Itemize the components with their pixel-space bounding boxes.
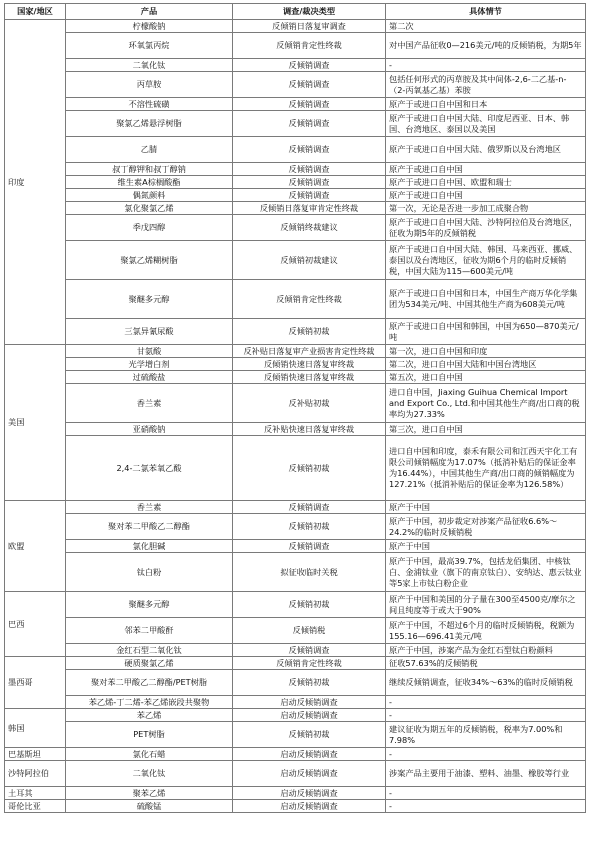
investigation-type-cell: 反倾销快速日落复审终裁 bbox=[233, 371, 386, 384]
table-row bbox=[5, 761, 586, 787]
product-cell: 柠檬酸钠 bbox=[66, 20, 233, 33]
table-body bbox=[5, 20, 586, 813]
product-cell: 乙腈 bbox=[66, 137, 233, 163]
product-cell: 硫酸锰 bbox=[66, 800, 233, 813]
investigation-type-cell: 反倾销调查 bbox=[233, 644, 386, 657]
product-cell: 聚醚多元醇 bbox=[66, 280, 233, 319]
investigation-type-cell: 反倾销肯定性终裁 bbox=[233, 657, 386, 670]
table-row bbox=[5, 319, 586, 345]
product-cell: 聚对苯二甲酸乙二醇酯/PET树脂 bbox=[66, 670, 233, 696]
country-cell: 沙特阿拉伯 bbox=[5, 761, 66, 787]
investigation-type-cell: 反倾销调查 bbox=[233, 189, 386, 202]
product-cell: 氯化聚氯乙烯 bbox=[66, 202, 233, 215]
table-row bbox=[5, 98, 586, 111]
table-row bbox=[5, 72, 586, 98]
table-row bbox=[5, 59, 586, 72]
investigation-type-cell: 启动反倾销调查 bbox=[233, 800, 386, 813]
table-row bbox=[5, 189, 586, 202]
product-cell: PET树脂 bbox=[66, 722, 233, 748]
table-row bbox=[5, 670, 586, 696]
table-row bbox=[5, 423, 586, 436]
investigation-type-cell: 反倾销快速日落复审终裁 bbox=[233, 358, 386, 371]
investigation-type-cell: 反倾销初裁 bbox=[233, 436, 386, 501]
table-row bbox=[5, 800, 586, 813]
table-row bbox=[5, 163, 586, 176]
investigation-type-cell: 启动反倾销调查 bbox=[233, 787, 386, 800]
investigation-type-cell: 启动反倾销调查 bbox=[233, 748, 386, 761]
product-cell: 叔丁醇钾和叔丁醇钠 bbox=[66, 163, 233, 176]
details-cell: 原产于或进口自中国大陆、沙特阿拉伯及台湾地区，征收为期5年的反倾销税 bbox=[386, 215, 586, 241]
product-cell: 偶氮颜料 bbox=[66, 189, 233, 202]
table-row bbox=[5, 592, 586, 618]
country-cell: 欧盟 bbox=[5, 501, 66, 592]
product-cell: 2,4-二氯苯氧乙酸 bbox=[66, 436, 233, 501]
header-product: 产品 bbox=[66, 4, 233, 20]
investigation-type-cell: 拟征收临时关税 bbox=[233, 553, 386, 592]
table-row bbox=[5, 345, 586, 358]
product-cell: 聚苯乙烯 bbox=[66, 787, 233, 800]
investigation-type-cell: 反倾销调查 bbox=[233, 501, 386, 514]
header-country: 国家/地区 bbox=[5, 4, 66, 20]
table-row bbox=[5, 748, 586, 761]
details-cell: 第一次，无论是否进一步加工成聚合物 bbox=[386, 202, 586, 215]
product-cell: 二氧化钛 bbox=[66, 761, 233, 787]
table-row bbox=[5, 176, 586, 189]
details-cell: 原产于中国，初步裁定对涉案产品征收6.6%～24.2%的临时反倾销税 bbox=[386, 514, 586, 540]
investigation-type-cell: 反倾销调查 bbox=[233, 111, 386, 137]
table-row bbox=[5, 137, 586, 163]
details-cell: 原产于或进口自中国 bbox=[386, 189, 586, 202]
table-row bbox=[5, 371, 586, 384]
details-cell: - bbox=[386, 800, 586, 813]
investigation-type-cell: 反倾销初裁 bbox=[233, 670, 386, 696]
investigation-type-cell: 反补贴初裁 bbox=[233, 384, 386, 423]
investigation-type-cell: 反倾销日落复审肯定性终裁 bbox=[233, 202, 386, 215]
product-cell: 三氯异氰尿酸 bbox=[66, 319, 233, 345]
country-cell: 墨西哥 bbox=[5, 657, 66, 709]
product-cell: 硬质聚氯乙烯 bbox=[66, 657, 233, 670]
country-cell: 印度 bbox=[5, 20, 66, 345]
details-cell: 进口自中国和印度，泰禾有限公司和江西天宇化工有限公司倾销幅度为17.07%（抵消补贴后的保证金率为16.44%），中国其他生产商/出口商的倾销幅度为127.21%（抵消补贴后的保证金率为126.58%） bbox=[386, 436, 586, 501]
product-cell: 氯化石蜡 bbox=[66, 748, 233, 761]
product-cell: 聚醚多元醇 bbox=[66, 592, 233, 618]
table-row bbox=[5, 618, 586, 644]
investigation-type-cell: 反倾销终裁建议 bbox=[233, 215, 386, 241]
table-row bbox=[5, 722, 586, 748]
details-cell: 征收57.63%的反倾销税 bbox=[386, 657, 586, 670]
table-row bbox=[5, 709, 586, 722]
product-cell: 季戊四醇 bbox=[66, 215, 233, 241]
investigation-type-cell: 反补贴快速日落复审终裁 bbox=[233, 423, 386, 436]
investigation-type-cell: 反倾销初裁建议 bbox=[233, 241, 386, 280]
table-row bbox=[5, 436, 586, 501]
details-cell: 建议征收为期五年的反倾销税，税率为7.00%和7.98% bbox=[386, 722, 586, 748]
details-cell: 原产于中国，最高39.7%，包括龙佰集团、中核钛白、金浦钛业（旗下的南京钛白）、安纳达、惠云钛业等5家上市钛白粉企业 bbox=[386, 553, 586, 592]
product-cell: 苯乙烯 bbox=[66, 709, 233, 722]
product-cell: 丙草胺 bbox=[66, 72, 233, 98]
details-cell: 原产于中国和美国的分子量在300至4500克/摩尔之间且纯度等于或大于90% bbox=[386, 592, 586, 618]
investigation-type-cell: 反倾销肯定性终裁 bbox=[233, 280, 386, 319]
trade-remedy-table-sheet bbox=[4, 3, 586, 813]
product-cell: 邻苯二甲酸酐 bbox=[66, 618, 233, 644]
product-cell: 二氧化钛 bbox=[66, 59, 233, 72]
investigation-type-cell: 启动反倾销调查 bbox=[233, 709, 386, 722]
details-cell: 第二次 bbox=[386, 20, 586, 33]
table-row bbox=[5, 696, 586, 709]
table-row bbox=[5, 202, 586, 215]
investigation-type-cell: 启动反倾销调查 bbox=[233, 696, 386, 709]
table-row bbox=[5, 280, 586, 319]
country-cell: 哥伦比亚 bbox=[5, 800, 66, 813]
details-cell: 进口自中国，Jiaxing Guihua Chemical Import and Export Co., Ltd.和中国其他生产商/出口商的税率均为27.33% bbox=[386, 384, 586, 423]
details-cell: 原产于或进口自中国和韩国，中国为650—870美元/吨 bbox=[386, 319, 586, 345]
table-row bbox=[5, 657, 586, 670]
details-cell: 第五次，进口自中国 bbox=[386, 371, 586, 384]
investigation-type-cell: 反倾销初裁 bbox=[233, 319, 386, 345]
details-cell: 原产于中国，不超过6个月的临时反倾销税，税额为155.16—696.41美元/吨 bbox=[386, 618, 586, 644]
investigation-type-cell: 反倾销调查 bbox=[233, 163, 386, 176]
details-cell: 原产于中国，涉案产品为金红石型钛白粉颜料 bbox=[386, 644, 586, 657]
product-cell: 金红石型二氧化钛 bbox=[66, 644, 233, 657]
header-details: 具体情节 bbox=[386, 4, 586, 20]
country-cell: 巴基斯坦 bbox=[5, 748, 66, 761]
product-cell: 钛白粉 bbox=[66, 553, 233, 592]
investigation-type-cell: 反倾销税 bbox=[233, 618, 386, 644]
product-cell: 光学增白剂 bbox=[66, 358, 233, 371]
details-cell: 原产于中国 bbox=[386, 501, 586, 514]
trade-remedy-table bbox=[4, 3, 586, 813]
details-cell: 原产于或进口自中国和日本，中国生产商万华化学集团为534美元/吨、中国其他生产商为608美元/吨 bbox=[386, 280, 586, 319]
table-row bbox=[5, 644, 586, 657]
details-cell: 第三次，进口自中国 bbox=[386, 423, 586, 436]
details-cell: - bbox=[386, 696, 586, 709]
investigation-type-cell: 反倾销初裁 bbox=[233, 514, 386, 540]
product-cell: 香兰素 bbox=[66, 384, 233, 423]
details-cell: 第二次，进口自中国大陆和中国台湾地区 bbox=[386, 358, 586, 371]
investigation-type-cell: 反倾销初裁 bbox=[233, 722, 386, 748]
details-cell: 原产于或进口自中国和日本 bbox=[386, 98, 586, 111]
table-row bbox=[5, 20, 586, 33]
investigation-type-cell: 反倾销初裁 bbox=[233, 592, 386, 618]
details-cell: 原产于或进口自中国大陆、印度尼西亚、日本、韩国、台湾地区、泰国以及美国 bbox=[386, 111, 586, 137]
details-cell: - bbox=[386, 59, 586, 72]
details-cell: 对中国产品征收0—216美元/吨的反倾销税，为期5年 bbox=[386, 33, 586, 59]
details-cell: 原产于或进口自中国、欧盟和瑞士 bbox=[386, 176, 586, 189]
investigation-type-cell: 反倾销肯定性终裁 bbox=[233, 33, 386, 59]
country-cell: 巴西 bbox=[5, 592, 66, 657]
table-row bbox=[5, 540, 586, 553]
table-row bbox=[5, 384, 586, 423]
table-row bbox=[5, 33, 586, 59]
product-cell: 聚氯乙烯糊树脂 bbox=[66, 241, 233, 280]
details-cell: - bbox=[386, 787, 586, 800]
product-cell: 环氧氯丙烷 bbox=[66, 33, 233, 59]
details-cell: 第一次，进口自中国和印度 bbox=[386, 345, 586, 358]
product-cell: 氯化胆碱 bbox=[66, 540, 233, 553]
product-cell: 香兰素 bbox=[66, 501, 233, 514]
details-cell: 原产于或进口自中国大陆、韩国、马来西亚、挪威、泰国以及台湾地区，征收为期6个月的临时反倾销税，中国大陆为115—600美元/吨 bbox=[386, 241, 586, 280]
table-row bbox=[5, 358, 586, 371]
details-cell: - bbox=[386, 709, 586, 722]
details-cell: - bbox=[386, 748, 586, 761]
country-cell: 美国 bbox=[5, 345, 66, 501]
product-cell: 过硫酸盐 bbox=[66, 371, 233, 384]
investigation-type-cell: 反倾销调查 bbox=[233, 137, 386, 163]
details-cell: 原产于或进口自中国 bbox=[386, 163, 586, 176]
table-row bbox=[5, 514, 586, 540]
details-cell: 继续反倾销调查，征收34%～63%的临时反倾销税 bbox=[386, 670, 586, 696]
product-cell: 亚硝酸钠 bbox=[66, 423, 233, 436]
product-cell: 苯乙烯-丁二烯-苯乙烯嵌段共聚物 bbox=[66, 696, 233, 709]
table-row bbox=[5, 553, 586, 592]
investigation-type-cell: 反倾销调查 bbox=[233, 72, 386, 98]
product-cell: 聚对苯二甲酸乙二醇酯 bbox=[66, 514, 233, 540]
table-row bbox=[5, 787, 586, 800]
product-cell: 维生素A棕榈酸酯 bbox=[66, 176, 233, 189]
country-cell: 土耳其 bbox=[5, 787, 66, 800]
investigation-type-cell: 反补贴日落复审产业损害肯定性终裁 bbox=[233, 345, 386, 358]
investigation-type-cell: 反倾销调查 bbox=[233, 98, 386, 111]
investigation-type-cell: 反倾销日落复审调查 bbox=[233, 20, 386, 33]
details-cell: 涉案产品主要用于油漆、塑料、油墨、橡胶等行业 bbox=[386, 761, 586, 787]
product-cell: 聚氯乙烯悬浮树脂 bbox=[66, 111, 233, 137]
investigation-type-cell: 反倾销调查 bbox=[233, 59, 386, 72]
table-row bbox=[5, 215, 586, 241]
investigation-type-cell: 启动反倾销调查 bbox=[233, 761, 386, 787]
details-cell: 原产于中国 bbox=[386, 540, 586, 553]
header-row bbox=[5, 4, 586, 20]
details-cell: 原产于或进口自中国大陆、俄罗斯以及台湾地区 bbox=[386, 137, 586, 163]
table-row bbox=[5, 111, 586, 137]
details-cell: 包括任何形式的丙草胺及其中间体-2,6-二乙基-n-（2-丙氧基乙基）苯胺 bbox=[386, 72, 586, 98]
product-cell: 甘氨酸 bbox=[66, 345, 233, 358]
header-investigation-type: 调查/裁决类型 bbox=[233, 4, 386, 20]
investigation-type-cell: 反倾销调查 bbox=[233, 540, 386, 553]
table-row bbox=[5, 501, 586, 514]
table-row bbox=[5, 241, 586, 280]
investigation-type-cell: 反倾销调查 bbox=[233, 176, 386, 189]
product-cell: 不溶性硫磺 bbox=[66, 98, 233, 111]
country-cell: 韩国 bbox=[5, 709, 66, 748]
